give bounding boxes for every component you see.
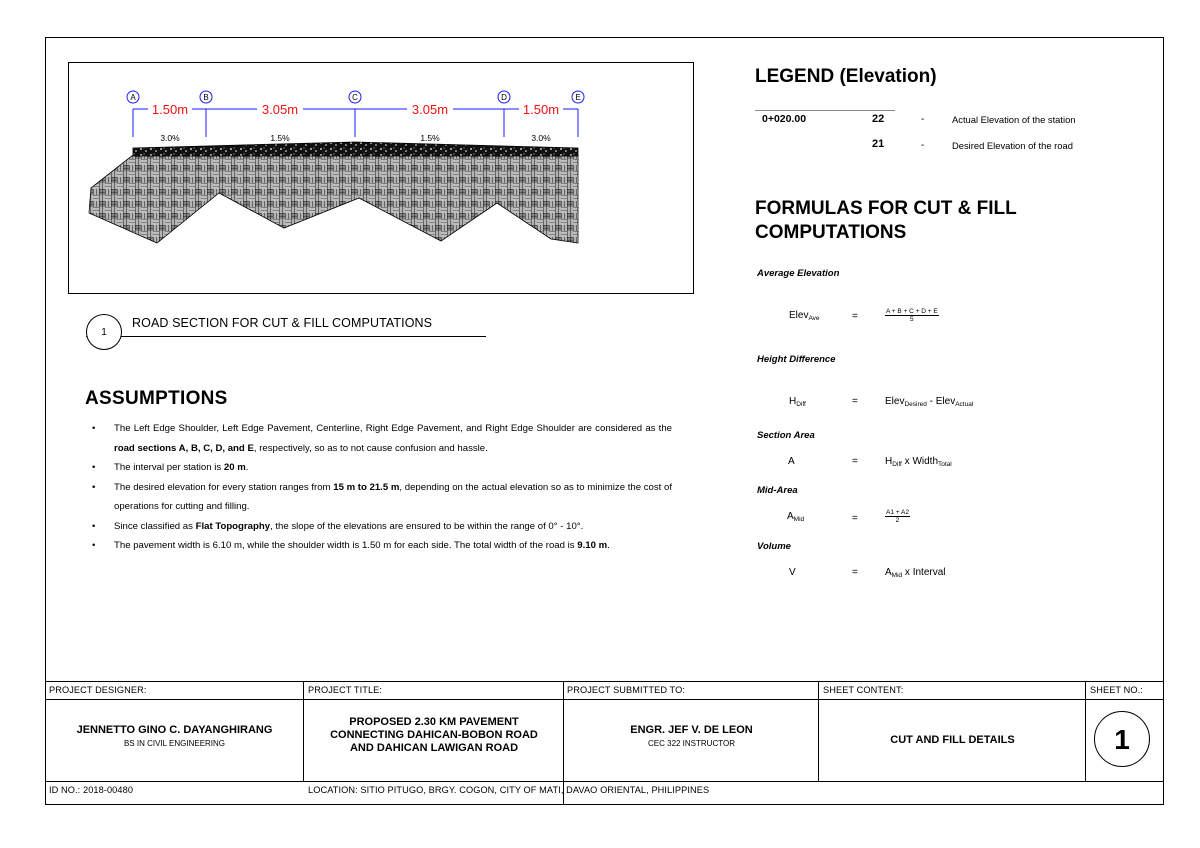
assumption-item: • The desired elevation for every station ranges from 15 m to 21.5 m, depending on the actual elevation so as to minimize the cost of operations for cutting and filling.	[92, 481, 672, 512]
assumptions-heading: ASSUMPTIONS	[85, 388, 228, 409]
formula-caption-average: Average Elevation	[757, 268, 840, 279]
formula-caption-mid: Mid-Area	[757, 485, 798, 496]
assumption-item: • The pavement width is 6.10 m, while the shoulder width is 1.50 m for each side. The total width of the road is 9.10 m.	[92, 540, 610, 551]
figure-number: 1	[86, 314, 122, 350]
station-label-b: B	[203, 93, 209, 102]
formula-section-lhs: A	[788, 456, 795, 467]
slope-label-ab: 3.0%	[160, 133, 180, 143]
width-label-de: 1.50m	[522, 102, 560, 117]
sheet-content-label: SHEET CONTENT:	[823, 685, 904, 695]
legend-desired-value: 21	[872, 138, 885, 150]
station-label-c: C	[352, 93, 358, 102]
assumption-item: • The interval per station is 20 m.	[92, 462, 249, 473]
submitted-to-label: PROJECT SUBMITTED TO:	[567, 685, 685, 695]
formula-section-rhs: $H_{Diff}$ x Width$_{Total}$	[885, 456, 952, 468]
road-section-figure	[68, 62, 694, 294]
formula-mid-fraction: $\frac{A1 + A2}{2}$	[886, 509, 909, 524]
formula-equals: =	[852, 513, 858, 524]
formulas-heading: FORMULAS FOR CUT & FILL COMPUTATIONS	[755, 198, 1017, 243]
embankment-fill	[89, 155, 578, 243]
legend-actual-label: Actual Elevation of the station	[952, 114, 1076, 125]
station-label-d: D	[501, 93, 507, 102]
legend-dash: -	[921, 114, 925, 125]
legend-desired-label: Desired Elevation of the road	[952, 140, 1073, 151]
slope-label-cd: 1.5%	[420, 133, 440, 143]
legend-station: 0+020.00	[762, 113, 807, 125]
legend-heading: LEGEND (Elevation)	[755, 66, 937, 87]
formula-mid-lhs: $A_{Mid}$	[787, 511, 805, 523]
formula-equals: =	[852, 396, 858, 407]
slope-label-bc: 1.5%	[270, 133, 290, 143]
project-title-label: PROJECT TITLE:	[308, 685, 383, 695]
assumption-item: • The Left Edge Shoulder, Left Edge Pavement, Centerline, Right Edge Pavement, and Right Edge Shoulder are considered as the road sections A, B, C, D, and E, respectively, so as to not cause confusion and hassle.	[92, 423, 672, 454]
assumption-item: • Since classified as Flat Topography, the slope of the elevations are ensured to be within the range of 0° - 10°.	[92, 520, 584, 532]
formula-height-rhs: Elev$_{Desired}$ - Elev$_{Actual}$	[885, 396, 974, 408]
legend-dash: -	[921, 140, 925, 151]
figure-title: ROAD SECTION FOR CUT & FILL COMPUTATIONS	[132, 316, 433, 330]
formula-equals: =	[852, 456, 858, 467]
formula-caption-volume: Volume	[757, 541, 791, 552]
submitted-role: CEC 322 INSTRUCTOR	[648, 739, 735, 748]
width-label-bc: 3.05m	[261, 102, 299, 117]
figure-title-underline	[86, 336, 486, 337]
sheet-number: 1	[1094, 711, 1150, 767]
assumptions-list	[92, 419, 672, 556]
formula-volume-rhs: $A_{Mid}$ x Interval	[885, 567, 946, 579]
designer-name: JENNETTO GINO C. DAYANGHIRANG	[76, 724, 273, 736]
station-label-e: E	[575, 93, 581, 102]
formula-equals: =	[852, 567, 858, 578]
formula-volume-lhs: V	[789, 567, 796, 578]
formula-average-lhs: Elev$_{Ave}$	[789, 310, 820, 322]
road-section-drawing	[69, 63, 694, 294]
formula-equals: =	[852, 311, 858, 322]
legend-station-line	[755, 110, 895, 111]
legend-actual-value: 22	[872, 113, 885, 125]
formula-average-fraction: $\frac{A + B + C + D + E}{5}$	[886, 308, 938, 323]
formula-caption-section: Section Area	[757, 430, 815, 441]
sheet-no-label: SHEET NO.:	[1090, 685, 1143, 695]
slope-label-de: 3.0%	[531, 133, 551, 143]
formula-caption-height: Height Difference	[757, 354, 836, 365]
id-number: ID NO.: 2018-00480	[49, 785, 134, 795]
formula-height-lhs: $H_{Diff}$	[789, 396, 806, 408]
submitted-name: ENGR. JEF V. DE LEON	[630, 724, 753, 736]
pavement-layer	[133, 142, 578, 156]
width-label-cd: 3.05m	[411, 102, 449, 117]
station-label-a: A	[130, 93, 136, 102]
project-title: PROPOSED 2.30 KM PAVEMENT CONNECTING DAHICAN-BOBON ROAD AND DAHICAN LAWIGAN ROAD	[330, 716, 538, 754]
sheet-content: CUT AND FILL DETAILS	[890, 734, 1015, 746]
location: LOCATION: SITIO PITUGO, BRGY. COGON, CITY OF MATI, DAVAO ORIENTAL, PHILIPPINES	[308, 785, 710, 795]
designer-degree: BS IN CIVIL ENGINEERING	[123, 739, 226, 748]
title-block	[45, 681, 1164, 805]
designer-label: PROJECT DESIGNER:	[49, 685, 147, 695]
width-label-ab: 1.50m	[151, 102, 189, 117]
